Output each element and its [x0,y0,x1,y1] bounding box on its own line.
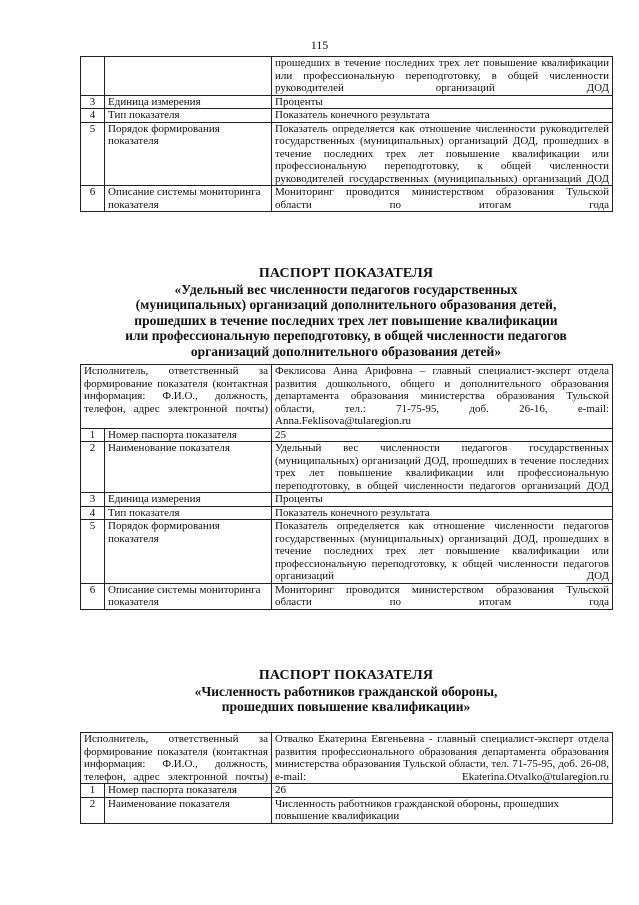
row-number: 1 [81,428,105,442]
passport-title-line: прошедших повышение квалификации» [221,699,471,714]
row-number: 2 [81,797,105,823]
table-row [81,784,613,798]
row-value: Показатель определяется как отношение численности педагогов государственных (муниципальных) организаций ДОД, прошедших в течение последних трех лет повышение квалификации или профессиональную переподготовку, к общей численности педагогов организаций ДОД [272,520,613,584]
row-value: Показатель конечного результата [272,109,613,123]
passport-table-continued [80,56,613,212]
table-row [81,520,613,584]
table-row [81,122,613,186]
row-number: 4 [81,109,105,123]
row-label: Тип показателя [105,109,272,123]
row-value: Показатель конечного результата [272,506,613,520]
row-number: 5 [81,520,105,584]
passport-heading: ПАСПОРТ ПОКАЗАТЕЛЯ [258,668,434,683]
table-row [81,365,613,429]
row-label: Описание системы мониторинга показателя [105,186,272,212]
row-value: Мониторинг проводится министерством образования Тульской области по итогам года [272,583,613,609]
row-label: Номер паспорта показателя [105,784,272,798]
passport-title-line: (муниципальных) организаций дополнительного образования детей, [135,297,557,312]
row-label: Тип показателя [105,506,272,520]
passport-title-line: или профессиональную переподготовку, в общей численности педагогов [125,328,567,343]
executor-value: Отвалко Екатерина Евгеньевна - главный специалист-эксперт отдела развития профессионального образования департамента образования министерства образования Тульской области, тел. 71-75-95, доб. 26-08, e-mail: Ekaterina.Otvalko@tularegion.ru [272,733,613,784]
row-label: Единица измерения [105,493,272,507]
row-value: 25 [272,428,613,442]
table-row [81,442,613,493]
table-row [81,797,613,823]
table-row [81,109,613,123]
row-number: 4 [81,506,105,520]
executor-value: Феклисова Анна Арифовна – главный специалист-эксперт отдела развития дошкольного, общего и дополнительного образования департамента образования министерства образования Тульской области, тел.: 71-75-95, доб. 26-16, e-mail: Anna.Feklisova@tularegion.ru [272,365,613,429]
row-label: Наименование показателя [105,797,272,823]
row-number: 6 [81,186,105,212]
row-value: Показатель определяется как отношение численности руководителей государственных (муниципальных) организаций ДОД, прошедших в течение последних трех лет повышение квалификации или профессиональную переподготовку, к общей численности руководителей государственных (муниципальных) организаций ДОД [272,122,613,186]
row-value: Численность работников гражданской обороны, прошедших повышение квалификации [272,797,613,823]
row-number: 3 [81,493,105,507]
passport-title-line: «Удельный вес численности педагогов государственных [174,281,518,297]
table-row [81,506,613,520]
row-label: Описание системы мониторинга показателя [105,583,272,609]
executor-label: Исполнитель, ответственный за формирование показателя (контактная информация: Ф.И.О., должность, телефон, адрес электронной почты) [81,365,272,429]
page-number: 115 [310,38,329,52]
passport-table [80,364,613,610]
row-number: 1 [81,784,105,798]
table-row [81,186,613,212]
row-label: Порядок формирования показателя [105,520,272,584]
row-label [105,57,272,96]
table-row [81,95,613,109]
table-row [81,583,613,609]
row-number: 3 [81,95,105,109]
row-value: Удельный вес численности педагогов государственных (муниципальных) организаций ДОД, прошедших в течение последних трех лет повышение квалификации или профессиональную переподготовку, в общей численности педагогов организаций ДОД [272,442,613,493]
row-value: прошедших в течение последних трех лет повышение квалификации или профессиональную переподготовку, в общей численности руководителей организаций ДОД [272,57,613,96]
passport-title [80,668,612,715]
row-label: Единица измерения [105,95,272,109]
passport-title-line: «Численность работников гражданской обороны, [194,683,498,699]
row-label: Номер паспорта показателя [105,428,272,442]
row-value: Проценты [272,493,613,507]
passport-heading: ПАСПОРТ ПОКАЗАТЕЛЯ [258,266,434,281]
passport-title [80,266,612,359]
table-row [81,733,613,784]
row-label: Порядок формирования показателя [105,122,272,186]
row-number: 6 [81,583,105,609]
passport-table [80,732,613,824]
row-number [81,57,105,96]
row-value: Проценты [272,95,613,109]
passport-title-line: организаций дополнительного образования детей» [190,343,502,359]
table-row [81,57,613,96]
table-row [81,493,613,507]
passport-title-line: прошедших в течение последних трех лет повышение квалификации [134,312,558,328]
table-row [81,428,613,442]
row-number: 5 [81,122,105,186]
row-number: 2 [81,442,105,493]
executor-label: Исполнитель, ответственный за формирование показателя (контактная информация: Ф.И.О., должность, телефон, адрес электронной почты) [81,733,272,784]
row-value: Мониторинг проводится министерством образования Тульской области по итогам года [272,186,613,212]
row-value: 26 [272,784,613,798]
row-label: Наименование показателя [105,442,272,493]
